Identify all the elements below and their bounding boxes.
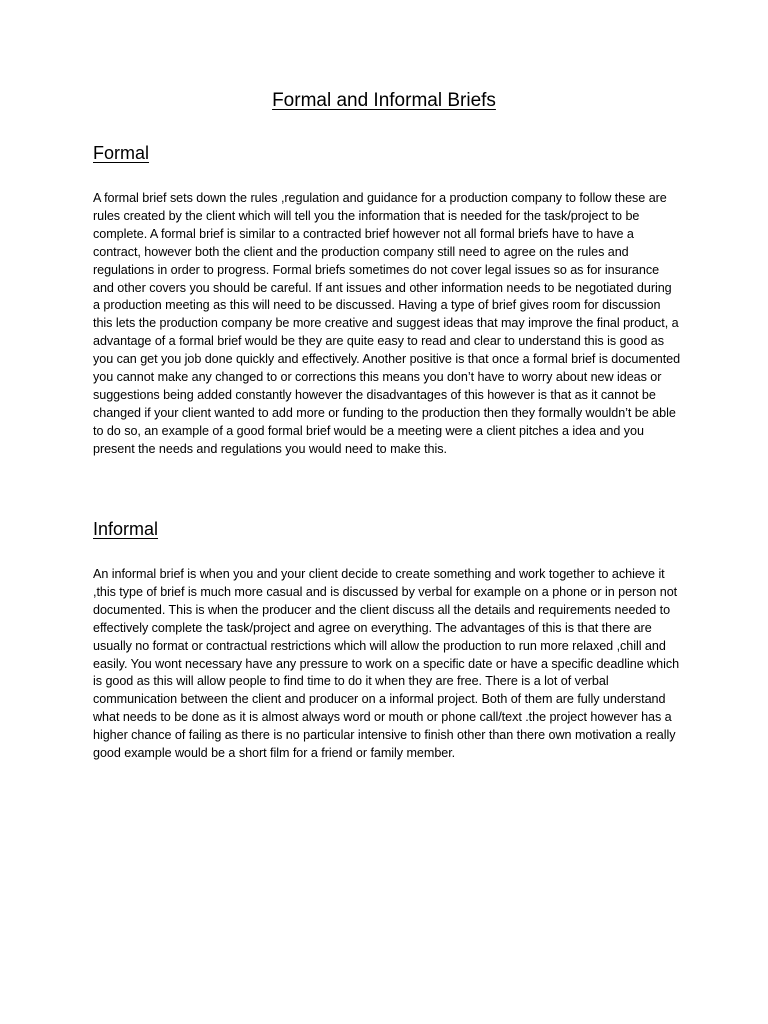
section-heading-formal: Formal <box>93 143 150 163</box>
section-heading-informal: Informal <box>93 519 159 539</box>
section-body-informal: An informal brief is when you and your client decide to create something and work together to achieve it ,this type of brief is much more casual and is discussed by verbal for example on a phone or in person not documented. This is when the producer and the client discuss all the details and requirements needed to effectively complete the task/project and agree on everything. The advantages of this is that there are usually no format or contractual restrictions which will allow the production to run more relaxed ,chill and easily. You wont necessary have any pressure to work on a specific date or have a specific deadline which is good as this will allow people to find time to do it when they are free. There is a lot of verbal communication between the client and producer on a informal project. Both of them are fully understand what needs to be done as it is almost always word or mouth or phone call/text .the project however has a higher chance of failing as there is no particular intensive to finish other than there own motivation a really good example would be a short film for a friend or family member. <box>93 567 680 761</box>
section-body-formal: A formal brief sets down the rules ,regulation and guidance for a production company to follow these are rules created by the client which will tell you the information that is needed for the task/project to be complete. A formal brief is similar to a contracted brief however not all formal briefs have to have a contract, however both the client and the production company still need to agree on the rules and regulations in order to progress. Formal briefs sometimes do not cover legal issues so as for insurance and other covers you should be careful. If ant issues and other information needs to be negotiated during a production meeting as this will need to be discussed. Having a type of brief gives room for discussion this lets the production company be more creative and suggest ideas that may improve the final product, a advantage of a formal brief would be they are quite easy to read and clear to understand this is good as you can get you job done quickly and effectively. Another positive is that once a formal brief is documented you cannot make any changed to or corrections this means you don’t have to worry about new ideas or suggestions being added constantly however the disadvantages of this however is that as it cannot be changed if your client wanted to add more or funding to the production then they formally wouldn’t be able to do so, an example of a good formal brief would be a meeting were a client pitches a idea and you present the needs and regulations you would need to make this. <box>93 191 681 456</box>
document-title: Formal and Informal Briefs <box>272 90 496 111</box>
